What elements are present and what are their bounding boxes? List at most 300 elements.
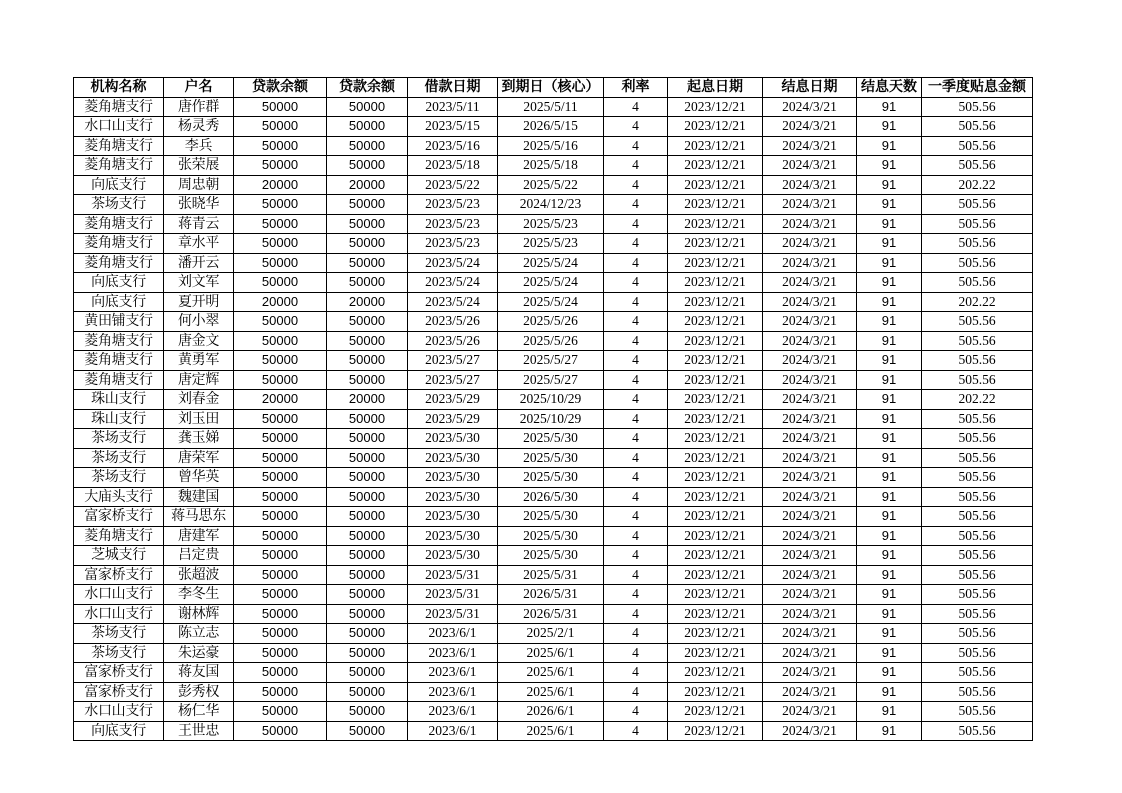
cell-settle-days: 91 [857,526,922,546]
cell-institution: 茶场支行 [74,429,164,449]
cell-institution: 大庙头支行 [74,487,164,507]
cell-settle-days: 91 [857,214,922,234]
cell-interest-rate: 4 [604,312,668,332]
cell-institution: 茶场支行 [74,195,164,215]
header-account-name: 户名 [164,78,234,98]
header-q1-subsidy-amount: 一季度贴息金额 [922,78,1033,98]
table-row [74,273,1033,293]
cell-settle-date: 2024/3/21 [763,390,857,410]
cell-maturity-date: 2025/5/24 [498,292,604,312]
cell-settle-days: 91 [857,351,922,371]
cell-loan-date: 2023/5/15 [408,117,498,137]
cell-start-date: 2023/12/21 [668,663,763,683]
header-loan-date: 借款日期 [408,78,498,98]
cell-subsidy-amount: 202.22 [922,390,1033,410]
cell-account-name: 唐建军 [164,526,234,546]
cell-loan-date: 2023/5/29 [408,409,498,429]
cell-loan-balance: 50000 [234,585,327,605]
cell-subsidy-amount: 505.56 [922,234,1033,254]
cell-loan-date: 2023/5/30 [408,448,498,468]
cell-account-name: 周忠朝 [164,175,234,195]
cell-settle-days: 91 [857,292,922,312]
cell-settle-date: 2024/3/21 [763,702,857,722]
cell-loan-balance-2: 20000 [327,175,408,195]
cell-institution: 向底支行 [74,175,164,195]
header-interest-rate: 利率 [604,78,668,98]
table-row [74,468,1033,488]
cell-loan-balance-2: 50000 [327,721,408,741]
cell-account-name: 黄勇军 [164,351,234,371]
cell-account-name: 王世忠 [164,721,234,741]
cell-subsidy-amount: 505.56 [922,585,1033,605]
cell-maturity-date: 2025/5/31 [498,565,604,585]
cell-subsidy-amount: 505.56 [922,97,1033,117]
cell-subsidy-amount: 505.56 [922,682,1033,702]
cell-loan-date: 2023/5/24 [408,292,498,312]
cell-loan-date: 2023/5/24 [408,253,498,273]
cell-start-date: 2023/12/21 [668,156,763,176]
cell-account-name: 刘春金 [164,390,234,410]
loan-interest-table [73,77,1033,741]
cell-loan-balance: 50000 [234,117,327,137]
cell-loan-balance: 50000 [234,604,327,624]
table-row [74,351,1033,371]
cell-settle-date: 2024/3/21 [763,487,857,507]
cell-settle-date: 2024/3/21 [763,643,857,663]
cell-settle-days: 91 [857,643,922,663]
cell-loan-balance-2: 50000 [327,195,408,215]
cell-loan-date: 2023/5/30 [408,468,498,488]
cell-start-date: 2023/12/21 [668,429,763,449]
table-row [74,390,1033,410]
cell-settle-date: 2024/3/21 [763,624,857,644]
cell-loan-balance: 50000 [234,136,327,156]
cell-start-date: 2023/12/21 [668,604,763,624]
cell-subsidy-amount: 505.56 [922,624,1033,644]
cell-settle-date: 2024/3/21 [763,136,857,156]
cell-loan-balance-2: 50000 [327,565,408,585]
header-start-date: 起息日期 [668,78,763,98]
cell-account-name: 蒋青云 [164,214,234,234]
cell-loan-balance-2: 50000 [327,312,408,332]
cell-loan-date: 2023/5/30 [408,526,498,546]
cell-account-name: 潘开云 [164,253,234,273]
cell-loan-date: 2023/5/31 [408,565,498,585]
cell-loan-balance-2: 50000 [327,702,408,722]
cell-account-name: 蒋友国 [164,663,234,683]
cell-loan-balance-2: 20000 [327,292,408,312]
cell-start-date: 2023/12/21 [668,409,763,429]
cell-start-date: 2023/12/21 [668,526,763,546]
cell-interest-rate: 4 [604,273,668,293]
cell-maturity-date: 2026/5/31 [498,585,604,605]
header-loan-balance-2: 贷款余额 [327,78,408,98]
cell-subsidy-amount: 505.56 [922,429,1033,449]
cell-maturity-date: 2025/5/23 [498,234,604,254]
cell-start-date: 2023/12/21 [668,624,763,644]
cell-loan-balance-2: 50000 [327,663,408,683]
cell-interest-rate: 4 [604,292,668,312]
cell-start-date: 2023/12/21 [668,136,763,156]
cell-account-name: 陈立志 [164,624,234,644]
cell-institution: 茶场支行 [74,448,164,468]
cell-settle-date: 2024/3/21 [763,253,857,273]
cell-account-name: 夏开明 [164,292,234,312]
cell-start-date: 2023/12/21 [668,643,763,663]
cell-loan-balance-2: 50000 [327,468,408,488]
cell-loan-date: 2023/5/23 [408,195,498,215]
cell-start-date: 2023/12/21 [668,234,763,254]
cell-settle-date: 2024/3/21 [763,370,857,390]
cell-loan-balance: 50000 [234,487,327,507]
table-row [74,565,1033,585]
cell-maturity-date: 2025/5/24 [498,253,604,273]
cell-loan-balance-2: 50000 [327,351,408,371]
cell-start-date: 2023/12/21 [668,507,763,527]
cell-interest-rate: 4 [604,351,668,371]
cell-loan-balance-2: 50000 [327,156,408,176]
cell-maturity-date: 2025/5/23 [498,214,604,234]
cell-loan-balance: 20000 [234,292,327,312]
cell-loan-balance: 50000 [234,702,327,722]
cell-start-date: 2023/12/21 [668,468,763,488]
cell-loan-balance-2: 50000 [327,585,408,605]
cell-maturity-date: 2025/10/29 [498,409,604,429]
cell-interest-rate: 4 [604,546,668,566]
cell-account-name: 谢林辉 [164,604,234,624]
table-row [74,721,1033,741]
cell-maturity-date: 2025/5/27 [498,370,604,390]
cell-settle-date: 2024/3/21 [763,312,857,332]
cell-loan-balance-2: 50000 [327,253,408,273]
cell-settle-date: 2024/3/21 [763,429,857,449]
cell-maturity-date: 2025/5/30 [498,429,604,449]
table-row [74,214,1033,234]
cell-interest-rate: 4 [604,643,668,663]
table-row [74,312,1033,332]
cell-loan-balance: 50000 [234,643,327,663]
cell-institution: 珠山支行 [74,390,164,410]
cell-interest-rate: 4 [604,97,668,117]
cell-institution: 菱角塘支行 [74,234,164,254]
cell-institution: 菱角塘支行 [74,526,164,546]
cell-interest-rate: 4 [604,234,668,254]
cell-maturity-date: 2025/5/16 [498,136,604,156]
cell-institution: 富家桥支行 [74,663,164,683]
cell-maturity-date: 2025/2/1 [498,624,604,644]
cell-start-date: 2023/12/21 [668,585,763,605]
header-row [74,78,1033,98]
cell-loan-balance: 50000 [234,429,327,449]
table-row [74,156,1033,176]
cell-settle-date: 2024/3/21 [763,273,857,293]
cell-start-date: 2023/12/21 [668,97,763,117]
cell-loan-balance-2: 50000 [327,507,408,527]
cell-institution: 富家桥支行 [74,507,164,527]
cell-maturity-date: 2025/5/30 [498,468,604,488]
cell-interest-rate: 4 [604,214,668,234]
cell-settle-date: 2024/3/21 [763,682,857,702]
cell-settle-date: 2024/3/21 [763,526,857,546]
cell-subsidy-amount: 202.22 [922,175,1033,195]
cell-maturity-date: 2025/5/11 [498,97,604,117]
cell-loan-balance-2: 20000 [327,390,408,410]
cell-account-name: 张荣展 [164,156,234,176]
cell-interest-rate: 4 [604,175,668,195]
header-loan-balance: 贷款余额 [234,78,327,98]
cell-account-name: 朱运豪 [164,643,234,663]
cell-institution: 菱角塘支行 [74,136,164,156]
cell-start-date: 2023/12/21 [668,214,763,234]
cell-loan-balance: 50000 [234,195,327,215]
cell-loan-date: 2023/5/30 [408,429,498,449]
table-row [74,175,1033,195]
cell-settle-date: 2024/3/21 [763,468,857,488]
cell-loan-balance-2: 50000 [327,234,408,254]
cell-settle-days: 91 [857,253,922,273]
cell-loan-date: 2023/5/24 [408,273,498,293]
cell-interest-rate: 4 [604,682,668,702]
cell-maturity-date: 2025/5/30 [498,507,604,527]
cell-institution: 水口山支行 [74,585,164,605]
cell-institution: 芝城支行 [74,546,164,566]
cell-loan-date: 2023/5/31 [408,585,498,605]
cell-subsidy-amount: 505.56 [922,565,1033,585]
header-institution: 机构名称 [74,78,164,98]
cell-account-name: 吕定贵 [164,546,234,566]
cell-loan-balance: 50000 [234,448,327,468]
table-row [74,663,1033,683]
cell-interest-rate: 4 [604,117,668,137]
cell-account-name: 唐金文 [164,331,234,351]
cell-settle-date: 2024/3/21 [763,721,857,741]
cell-loan-balance-2: 50000 [327,643,408,663]
cell-loan-date: 2023/6/1 [408,721,498,741]
cell-loan-balance: 50000 [234,351,327,371]
cell-settle-days: 91 [857,409,922,429]
cell-start-date: 2023/12/21 [668,546,763,566]
cell-loan-balance-2: 50000 [327,429,408,449]
cell-institution: 菱角塘支行 [74,253,164,273]
cell-maturity-date: 2025/5/27 [498,351,604,371]
cell-subsidy-amount: 505.56 [922,136,1033,156]
cell-settle-date: 2024/3/21 [763,409,857,429]
table-row [74,448,1033,468]
cell-loan-date: 2023/5/27 [408,370,498,390]
cell-subsidy-amount: 505.56 [922,351,1033,371]
cell-account-name: 彭秀权 [164,682,234,702]
cell-start-date: 2023/12/21 [668,370,763,390]
cell-interest-rate: 4 [604,253,668,273]
cell-institution: 富家桥支行 [74,682,164,702]
cell-start-date: 2023/12/21 [668,175,763,195]
cell-settle-date: 2024/3/21 [763,331,857,351]
cell-settle-days: 91 [857,370,922,390]
cell-settle-days: 91 [857,702,922,722]
cell-institution: 菱角塘支行 [74,370,164,390]
cell-subsidy-amount: 505.56 [922,331,1033,351]
cell-loan-balance-2: 50000 [327,273,408,293]
cell-subsidy-amount: 505.56 [922,370,1033,390]
cell-subsidy-amount: 505.56 [922,702,1033,722]
cell-institution: 向底支行 [74,721,164,741]
cell-settle-date: 2024/3/21 [763,663,857,683]
cell-account-name: 张晓华 [164,195,234,215]
cell-loan-date: 2023/5/29 [408,390,498,410]
cell-start-date: 2023/12/21 [668,292,763,312]
cell-institution: 向底支行 [74,292,164,312]
cell-interest-rate: 4 [604,565,668,585]
header-maturity-date: 到期日（核心） [498,78,604,98]
cell-institution: 富家桥支行 [74,565,164,585]
cell-loan-date: 2023/5/31 [408,604,498,624]
table-row [74,643,1033,663]
cell-loan-balance: 50000 [234,565,327,585]
cell-institution: 菱角塘支行 [74,331,164,351]
table-row [74,487,1033,507]
cell-settle-date: 2024/3/21 [763,507,857,527]
cell-maturity-date: 2025/5/30 [498,448,604,468]
cell-subsidy-amount: 505.56 [922,214,1033,234]
cell-start-date: 2023/12/21 [668,682,763,702]
table-row [74,702,1033,722]
cell-maturity-date: 2026/5/15 [498,117,604,137]
cell-subsidy-amount: 505.56 [922,721,1033,741]
cell-loan-date: 2023/6/1 [408,702,498,722]
cell-settle-date: 2024/3/21 [763,546,857,566]
cell-start-date: 2023/12/21 [668,448,763,468]
cell-interest-rate: 4 [604,390,668,410]
table-row [74,292,1033,312]
cell-settle-days: 91 [857,117,922,137]
cell-account-name: 魏建国 [164,487,234,507]
cell-loan-balance: 50000 [234,663,327,683]
cell-settle-days: 91 [857,604,922,624]
cell-start-date: 2023/12/21 [668,253,763,273]
cell-institution: 水口山支行 [74,117,164,137]
cell-subsidy-amount: 505.56 [922,487,1033,507]
cell-settle-days: 91 [857,663,922,683]
cell-loan-balance: 50000 [234,273,327,293]
cell-settle-days: 91 [857,546,922,566]
cell-account-name: 唐荣军 [164,448,234,468]
table-body [74,97,1033,741]
table-row [74,136,1033,156]
table-row [74,546,1033,566]
cell-settle-date: 2024/3/21 [763,234,857,254]
cell-loan-balance: 50000 [234,312,327,332]
cell-loan-balance: 50000 [234,331,327,351]
table-row [74,682,1033,702]
cell-interest-rate: 4 [604,624,668,644]
cell-account-name: 刘玉田 [164,409,234,429]
cell-loan-balance: 20000 [234,175,327,195]
cell-subsidy-amount: 505.56 [922,195,1033,215]
cell-institution: 茶场支行 [74,624,164,644]
cell-account-name: 龚玉娣 [164,429,234,449]
cell-account-name: 何小翠 [164,312,234,332]
cell-interest-rate: 4 [604,409,668,429]
table-row [74,429,1033,449]
cell-settle-date: 2024/3/21 [763,97,857,117]
table-row [74,195,1033,215]
cell-maturity-date: 2025/5/26 [498,312,604,332]
cell-interest-rate: 4 [604,429,668,449]
header-settle-days: 结息天数 [857,78,922,98]
cell-institution: 菱角塘支行 [74,97,164,117]
cell-start-date: 2023/12/21 [668,702,763,722]
cell-settle-date: 2024/3/21 [763,448,857,468]
cell-interest-rate: 4 [604,468,668,488]
cell-settle-days: 91 [857,429,922,449]
table-row [74,409,1033,429]
cell-loan-date: 2023/6/1 [408,682,498,702]
cell-loan-date: 2023/5/16 [408,136,498,156]
cell-loan-date: 2023/6/1 [408,663,498,683]
cell-start-date: 2023/12/21 [668,390,763,410]
cell-loan-balance: 50000 [234,721,327,741]
cell-maturity-date: 2026/5/31 [498,604,604,624]
cell-loan-balance: 20000 [234,390,327,410]
cell-loan-date: 2023/5/27 [408,351,498,371]
cell-subsidy-amount: 505.56 [922,507,1033,527]
cell-subsidy-amount: 505.56 [922,448,1033,468]
cell-loan-balance: 50000 [234,507,327,527]
cell-settle-days: 91 [857,97,922,117]
cell-loan-balance: 50000 [234,682,327,702]
cell-loan-date: 2023/5/11 [408,97,498,117]
cell-settle-days: 91 [857,234,922,254]
cell-maturity-date: 2025/6/1 [498,643,604,663]
table-row [74,97,1033,117]
cell-settle-days: 91 [857,331,922,351]
table-row [74,585,1033,605]
cell-settle-date: 2024/3/21 [763,195,857,215]
cell-account-name: 李冬生 [164,585,234,605]
cell-subsidy-amount: 505.56 [922,604,1033,624]
cell-loan-date: 2023/5/22 [408,175,498,195]
cell-subsidy-amount: 505.56 [922,468,1033,488]
cell-account-name: 杨灵秀 [164,117,234,137]
cell-interest-rate: 4 [604,604,668,624]
cell-settle-days: 91 [857,487,922,507]
cell-loan-balance-2: 50000 [327,526,408,546]
cell-settle-date: 2024/3/21 [763,585,857,605]
cell-maturity-date: 2025/5/18 [498,156,604,176]
cell-settle-days: 91 [857,273,922,293]
cell-maturity-date: 2025/5/26 [498,331,604,351]
cell-start-date: 2023/12/21 [668,117,763,137]
cell-loan-balance: 50000 [234,97,327,117]
cell-settle-days: 91 [857,136,922,156]
cell-settle-days: 91 [857,565,922,585]
header-settle-date: 结息日期 [763,78,857,98]
cell-settle-days: 91 [857,175,922,195]
cell-loan-balance-2: 50000 [327,136,408,156]
cell-maturity-date: 2025/5/30 [498,546,604,566]
cell-settle-date: 2024/3/21 [763,292,857,312]
table-row [74,331,1033,351]
cell-maturity-date: 2026/5/30 [498,487,604,507]
cell-institution: 茶场支行 [74,468,164,488]
cell-loan-balance: 50000 [234,468,327,488]
cell-loan-balance-2: 50000 [327,546,408,566]
cell-settle-date: 2024/3/21 [763,175,857,195]
table-row [74,507,1033,527]
cell-subsidy-amount: 505.56 [922,526,1033,546]
cell-account-name: 蒋马思东 [164,507,234,527]
cell-loan-balance: 50000 [234,156,327,176]
